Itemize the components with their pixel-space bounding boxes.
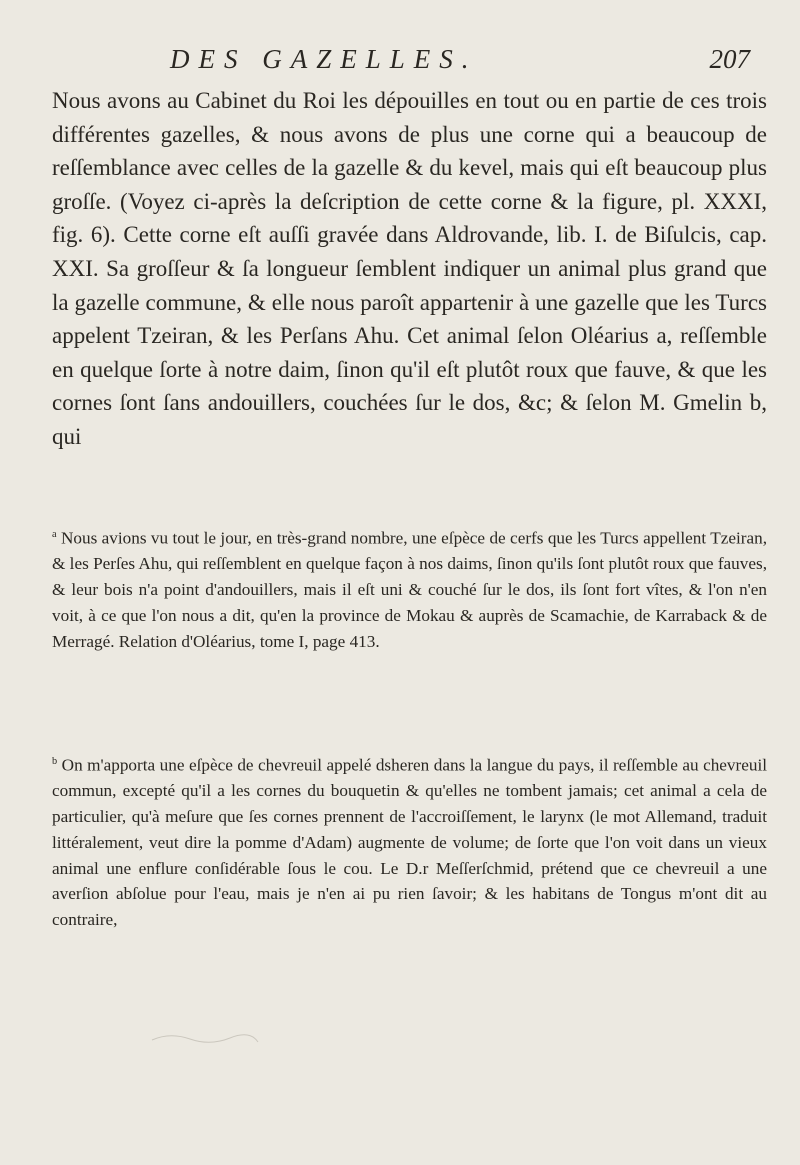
footnote-marker: b: [52, 756, 58, 767]
page-number: 207: [709, 44, 750, 74]
paragraph-text: Nous avons au Cabinet du Roi les dépouilles en tout ou en partie de ces trois différentes gazelles, & nous avons de plus une corne qui a beaucoup de reſſemblance avec celles de la gazelle & du kevel, mais qui eſt beaucoup plus groſſe. (Voyez ci-après la deſcription de cette corne & la figure, pl. XXXI, fig. 6). Cette corne eſt auſſi gravée dans Aldrovande, lib. I. de Biſulcis, cap. XXI. Sa groſſeur & ſa longueur ſemblent indiquer un animal plus grand que la gazelle commune, & elle nous paroît appartenir à une gazelle que les Turcs appelent Tzeiran, & les Perſans Ahu. Cet animal ſelon Oléarius a, reſſemble en quelque ſorte à notre daim, ſinon qu'il eſt plutôt roux que fauve, & que les cornes ſont ſans andouillers, couchées ſur le dos, &c; & ſelon M. Gmelin b, qui: [52, 88, 767, 449]
main-paragraph: [52, 84, 767, 454]
footnote-a: [52, 522, 767, 654]
page-header: [170, 44, 750, 75]
footnote-marker: a: [52, 529, 57, 540]
footnote-b: [52, 749, 767, 933]
ink-smudge: [150, 1030, 260, 1048]
footnote-text: Nous avions vu tout le jour, en très-grand nombre, une eſpèce de cerfs que les Turcs appellent Tzeiran, & les Perſes Ahu, qui reſſemblent en quelque façon à nos daims, ſinon qu'ils ſont plutôt roux que fauves, & leur bois n'a point d'andouillers, mais il eſt uni & couché ſur le dos, ils ſont fort vîtes, & l'on n'en voit, à ce que l'on nous a dit, qu'en la province de Mokau & auprès de Scamachie, de Karraback & de Merragé. Relation d'Oléarius, tome I, page 413.: [52, 528, 767, 651]
footnote-text: On m'apporta une eſpèce de chevreuil appelé dsheren dans la langue du pays, il reſſemble au chevreuil commun, excepté qu'il a les cornes du bouquetin & qu'elles ne tombent jamais; cet animal a cela de particulier, qu'à meſure que ſes cornes prennent de l'accroiſſement, le larynx (le mot Allemand, traduit littéralement, veut dire la pomme d'Adam) augmente de volume; de ſorte que l'on voit dans un vieux animal une enflure conſidérable ſous le cou. Le D.r Meſſerſchmid, prétend que ce chevreuil a une averſion abſolue pour l'eau, mais je n'en ai pu rien ſavoir; & les habitans de Tongus m'ont dit au contraire,: [52, 755, 768, 929]
running-head: DES GAZELLES.: [170, 44, 478, 74]
